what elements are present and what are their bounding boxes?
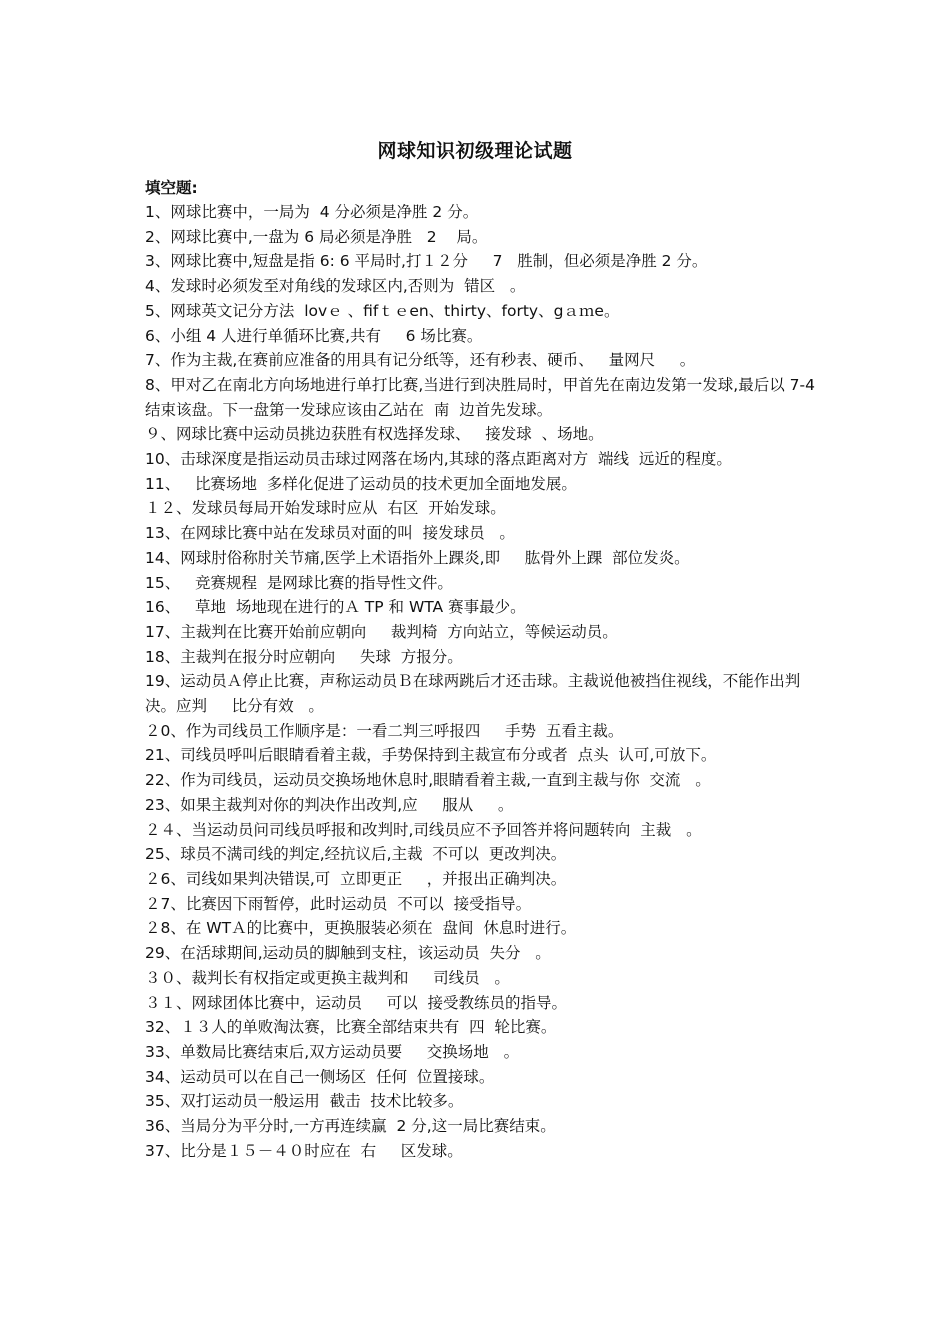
question-item: ２6、司线如果判决错误,可 立即更正 ，并报出正确判决。 (145, 869, 567, 888)
question-item: 29、在活球期间,运动员的脚触到支柱，该运动员 失分 。 (145, 944, 551, 963)
question-item: 14、网球肘俗称肘关节痛,医学上术语指外上踝炎,即 肱骨外上踝 部位发炎。 (145, 548, 690, 567)
question-item: 32、１３人的单败淘汰赛，比赛全部结束共有 四 轮比赛。 (145, 1018, 557, 1037)
question-item: 18、主裁判在报分时应朝向 失球 方报分。 (145, 647, 463, 666)
question-item: 3、网球比赛中,短盘是指 6: 6 平局时,打１２分 7 胜制，但必须是净胜 2 分。 (145, 252, 708, 271)
question-item: 5、网球英文记分方法 lovｅ 、fifｔｅen、thirty、forty、gａｍe。 (145, 301, 620, 320)
question-item: 16、 草地 场地现在进行的Ａ TP 和 WTA 赛事最少。 (145, 598, 526, 617)
question-item: 6、小组 4 人进行单循环比赛,共有 6 场比赛。 (145, 326, 483, 345)
question-item: 23、如果主裁判对你的判决作出改判,应 服从 。 (145, 795, 514, 814)
question-item: 2、网球比赛中,一盘为 6 局必须是净胜 2 局。 (145, 227, 488, 246)
section-heading-fill-in-blank: 填空题: (145, 179, 198, 197)
question-item: 4、发球时必须发至对角线的发球区内,否则为 错区 。 (145, 277, 526, 296)
question-item: 22、作为司线员，运动员交换场地休息时,眼睛看着主裁,一直到主裁与你 交流 。 (145, 771, 711, 790)
question-item: ２４、当运动员问司线员呼报和改判时,司线员应不予回答并将问题转向 主裁 。 (145, 820, 702, 839)
question-item: 21、司线员呼叫后眼睛看着主裁，手势保持到主裁宣布分或者 点头 认可,可放下。 (145, 746, 717, 765)
question-item: 13、在网球比赛中站在发球员对面的叫 接发球员 。 (145, 524, 515, 543)
question-item: ２8、在 WTＡ的比赛中，更换服装必须在 盘间 休息时进行。 (145, 919, 577, 938)
question-item: ３１、网球团体比赛中，运动员 可以 接受教练员的指导。 (145, 993, 567, 1012)
question-item: 1、网球比赛中，一局为 4 分必须是净胜 2 分。 (145, 203, 479, 221)
question-item: 37、比分是１５－４０时应在 右 区发球。 (145, 1141, 463, 1160)
question-item: 33、单数局比赛结束后,双方运动员要 交换场地 。 (145, 1042, 520, 1061)
question-item: ９、网球比赛中运动员挑边获胜有权选择发球、 接发球 、场地。 (145, 425, 604, 444)
question-item: 25、球员不满司线的判定,经抗议后,主裁 不可以 更改判决。 (145, 845, 567, 864)
question-item: ２7、比赛因下雨暂停，此时运动员 不可以 接受指导。 (145, 894, 532, 913)
question-item: 19、运动员Ａ停止比赛，声称运动员Ｂ在球两跳后才还击球。主裁说他被挡住视线，不能作出判决。应判 比分有效 。 (145, 672, 801, 716)
question-item: 15、 竞赛规程 是网球比赛的指导性文件。 (145, 573, 453, 592)
question-item: 34、运动员可以在自己一侧场区 任何 位置接球。 (145, 1067, 495, 1086)
question-item: ３０、裁判长有权指定或更换主裁判和 司线员 。 (145, 968, 510, 987)
question-item: 11、 比赛场地 多样化促进了运动员的技术更加全面地发展。 (145, 474, 577, 493)
question-item: 7、作为主裁,在赛前应准备的用具有记分纸等，还有秒表、硬币、 量网尺 。 (145, 351, 696, 370)
question-item: 36、当局分为平分时,一方再连续赢 2 分,这一局比赛结束。 (145, 1117, 556, 1136)
question-item: 10、击球深度是指运动员击球过网落在场内,其球的落点距离对方 端线 远近的程度。 (145, 450, 732, 469)
question-item: ２0、作为司线员工作顺序是：一看二判三呼报四 手势 五看主裁。 (145, 721, 624, 740)
question-item: 8、甲对乙在南北方向场地进行单打比赛,当进行到决胜局时，甲首先在南边发第一发球,最后以 7-4 结束该盘。下一盘第一发球应该由乙站在 南 边首先发球。 (145, 375, 820, 419)
document-title: 网球知识初级理论试题 (377, 140, 573, 162)
question-list (145, 200, 820, 1163)
question-item: 35、双打运动员一般运用 截击 技术比较多。 (145, 1092, 464, 1111)
question-item: １２、发球员每局开始发球时应从 右区 开始发球。 (145, 499, 506, 518)
question-item: 17、主裁判在比赛开始前应朝向 裁判椅 方向站立，等候运动员。 (145, 622, 618, 641)
